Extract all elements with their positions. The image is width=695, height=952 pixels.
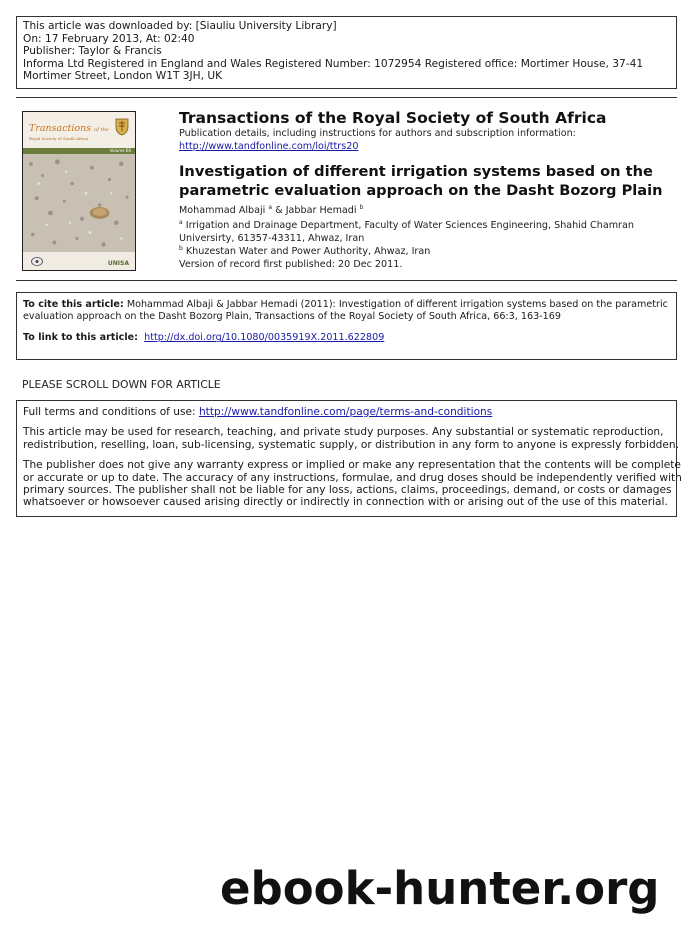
terms-line: This article may be used for research, teaching, and private study purposes. Any substantial or systematic reproduction, — [23, 426, 664, 439]
cover-title-main: Transactions — [29, 123, 92, 134]
full-terms-label: Full terms and conditions of use: — [23, 406, 196, 418]
journal-cover-image — [22, 111, 136, 271]
unisa-logo: UNISA — [107, 260, 129, 267]
cover-subtitle: Royal Society of South Africa — [29, 136, 89, 141]
affiliation-b — [179, 246, 430, 257]
authors — [179, 205, 363, 216]
terms-paragraph-2 — [23, 459, 682, 509]
affiliation-a-line: Irrigation and Drainage Department, Faculty of Water Sciences Engineering, Shahid Chamran — [185, 220, 634, 231]
download-notice-line: This article was downloaded by: [Siauliu University Library] — [23, 20, 337, 32]
publisher-logo-icon — [31, 257, 43, 266]
terms-line: primary sources. The publisher shall not be liable for any loss, actions, claims, proceedings, demand, or costs or damages — [23, 484, 672, 497]
author-2: Jabbar Hemadi — [285, 205, 357, 216]
doi-link[interactable]: http://dx.doi.org/10.1080/0035919X.2011.622809 — [144, 332, 385, 344]
affiliation-a-mark: a — [179, 219, 183, 226]
citation-box — [16, 292, 677, 360]
cite-label: To cite this article: — [23, 299, 124, 310]
terms-line: The publisher does not give any warranty express or implied or make any representation that the contents will be complete — [23, 459, 681, 472]
cover-photo-gravel — [23, 154, 135, 252]
download-notice-line: Mortimer Street, London W1T 3JH, UK — [23, 70, 223, 83]
affiliation-a — [179, 219, 634, 245]
cite-text-continued: evaluation approach on the Dasht Bozorg Plain, Transactions of the Royal Society of South Africa, 66:3, 163-169 — [23, 311, 561, 323]
terms-line: or accurate or up to date. The accuracy of any instructions, formulae, and drug doses should be independently verified with — [23, 471, 682, 484]
affiliation-b-text: Khuzestan Water and Power Authority, Ahwaz, Iran — [185, 246, 431, 257]
download-notice-line: Publisher: Taylor & Francis — [23, 45, 162, 58]
journal-url-link[interactable]: http://www.tandfonline.com/loi/ttrs20 — [179, 141, 359, 152]
terms-line: redistribution, reselling, loan, sub-licensing, systematic supply, or distribution in any form to anyone is expressly forbidden. — [23, 438, 679, 451]
affiliation-b-mark: b — [179, 245, 183, 252]
journal-title: Transactions of the Royal Society of South Africa — [179, 109, 607, 127]
terms-line: whatsoever or howsoever caused arising directly or indirectly in connection with or arising out of the use of this material. — [23, 496, 668, 509]
article-title-line: parametric evaluation approach on the Dasht Bozorg Plain — [179, 182, 663, 199]
crest-icon — [115, 118, 129, 136]
scroll-notice: PLEASE SCROLL DOWN FOR ARTICLE — [22, 378, 221, 391]
cover-band-label: Volume 66 — [109, 148, 131, 153]
journal-header — [16, 97, 677, 281]
link-label: To link to this article: — [23, 332, 138, 344]
terms-paragraph-1 — [23, 426, 679, 451]
article-title-line: Investigation of different irrigation systems based on the — [179, 163, 653, 180]
article-title — [179, 162, 669, 200]
terms-link[interactable]: http://www.tandfonline.com/page/terms-and-conditions — [198, 406, 493, 418]
publication-details: Publication details, including instructions for authors and subscription information: — [179, 128, 576, 139]
download-notice-line: On: 17 February 2013, At: 02:40 — [23, 32, 195, 45]
watermark: ebook-hunter.org — [220, 862, 660, 915]
version-of-record: Version of record first published: 20 Dec 2011. — [179, 259, 403, 270]
author-2-affiliation-mark: b — [359, 204, 364, 211]
download-notice-box — [16, 16, 677, 89]
cover-title — [29, 124, 109, 135]
terms-box — [16, 400, 682, 517]
affiliation-a-line: Universirty, 61357-43311, Ahwaz, Iran — [179, 233, 365, 244]
author-1: Mohammad Albaji — [179, 205, 266, 216]
author-1-affiliation-mark: a — [268, 204, 273, 211]
download-notice-line: Informa Ltd Registered in England and Wales Registered Number: 1072954 Registered office: Mortimer House, 37-41 — [23, 57, 644, 70]
cover-title-of: of the — [94, 127, 109, 133]
author-separator: & — [272, 205, 286, 216]
cite-text: Mohammad Albaji & Jabbar Hemadi (2011): Investigation of different irrigation systems based on the parametric — [126, 299, 668, 310]
